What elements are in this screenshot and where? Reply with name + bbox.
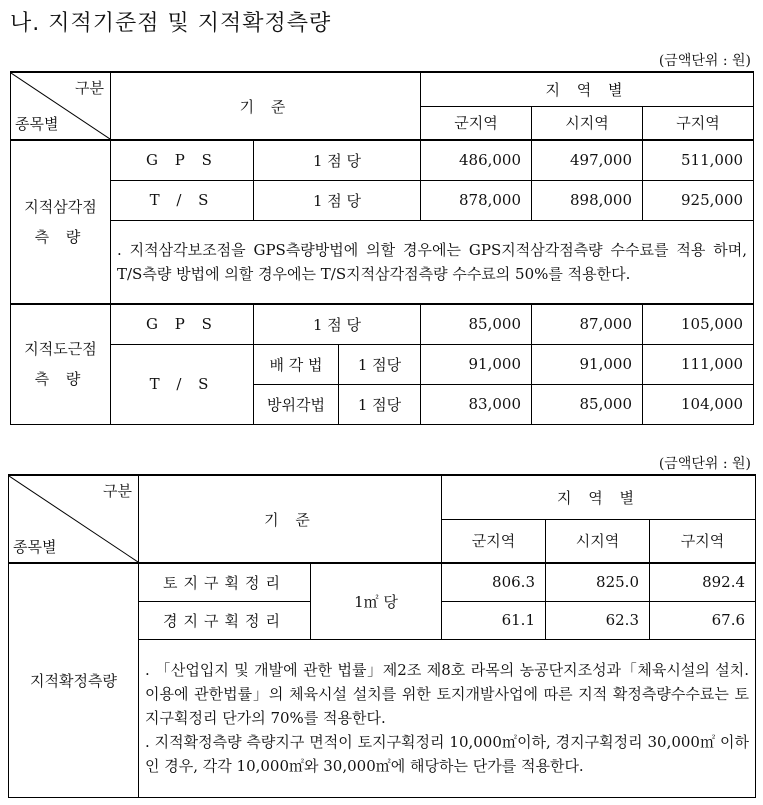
value-cell: 85,000	[532, 384, 643, 424]
unit-cell: 1㎡ 당	[311, 563, 442, 639]
method-cell: T / S	[111, 344, 254, 424]
method-cell: G P S	[111, 304, 254, 344]
value-cell: 486,000	[421, 140, 532, 180]
category-name-sub: 측 량	[34, 370, 87, 389]
unit-cell: 1 점 당	[254, 140, 421, 180]
method-cell: 토지구획정리	[139, 563, 311, 601]
value-cell: 925,000	[643, 180, 754, 220]
currency-unit-note: (금액단위 : 원)	[658, 456, 751, 472]
category-traverse	[11, 304, 111, 424]
value-cell: 104,000	[643, 384, 754, 424]
category-confirm-survey: 지적확정측량	[9, 563, 139, 797]
note-line-2: . 지적확정측량 측량지구 면적이 토지구획정리 10,000㎡이하, 경지구획정리 30,000㎡ 이하인 경우, 각각 10,000㎡와 30,000㎡에 해당하는 단가를 적용한다.	[145, 733, 750, 775]
header-region-si: 시지역	[546, 519, 650, 563]
header-diagonal-cell	[11, 72, 111, 140]
header-region-gu: 구지역	[643, 106, 754, 140]
value-cell: 806.3	[442, 563, 546, 601]
header-region-gu: 구지역	[650, 519, 756, 563]
header-gubun: 구분	[103, 482, 132, 500]
header-region: 지 역 별	[442, 475, 756, 519]
value-cell: 898,000	[532, 180, 643, 220]
header-jongmok: 종목별	[13, 538, 57, 556]
header-gubun: 구분	[75, 79, 104, 97]
value-cell: 511,000	[643, 140, 754, 180]
method-cell: G P S	[111, 140, 254, 180]
value-cell: 111,000	[643, 344, 754, 384]
value-cell: 892.4	[650, 563, 756, 601]
survey-fee-table-1	[10, 71, 754, 425]
header-diagonal-cell	[9, 475, 139, 563]
value-cell: 878,000	[421, 180, 532, 220]
method-cell: T / S	[111, 180, 254, 220]
value-cell: 497,000	[532, 140, 643, 180]
category-name-sub: 측 량	[34, 228, 87, 246]
value-cell: 105,000	[643, 304, 754, 344]
method-cell: 경지구획정리	[139, 601, 311, 639]
submethod-cell: 방위각법	[254, 384, 339, 424]
note-triangulation: . 지적삼각보조점을 GPS측량방법에 의할 경우에는 GPS지적삼각점측량 수수료를 적용 하며, T/S측량 방법에 의할 경우에는 T/S지적삼각점측량 수수료의 50%를 적용한다.	[111, 220, 754, 304]
value-cell: 87,000	[532, 304, 643, 344]
unit-cell: 1 점당	[339, 344, 421, 384]
unit-cell: 1 점 당	[254, 180, 421, 220]
note-confirm-survey	[139, 639, 756, 797]
value-cell: 62.3	[546, 601, 650, 639]
survey-fee-table-2	[8, 474, 756, 798]
currency-unit-note: (금액단위 : 원)	[658, 53, 751, 69]
category-triangulation	[11, 140, 111, 304]
section-title: 나. 지적기준점 및 지적확정측량	[10, 11, 332, 36]
header-jongmok: 종목별	[15, 115, 59, 133]
header-criteria: 기 준	[139, 475, 442, 563]
value-cell: 91,000	[421, 344, 532, 384]
value-cell: 67.6	[650, 601, 756, 639]
value-cell: 85,000	[421, 304, 532, 344]
value-cell: 61.1	[442, 601, 546, 639]
category-name: 지적삼각점	[24, 198, 97, 216]
header-region-si: 시지역	[532, 106, 643, 140]
note-line-1: . 「산업입지 및 개발에 관한 법률」제2조 제8호 라목의 농공단지조성과「체육시설의 설치.이용에 관한법률」의 체육시설 설치를 위한 토지개발사업에 따른 지적 확정측량수수료는 토지구획정리 단가의 70%를 적용한다.	[145, 661, 750, 727]
header-region: 지 역 별	[421, 72, 754, 106]
value-cell: 83,000	[421, 384, 532, 424]
value-cell: 91,000	[532, 344, 643, 384]
unit-cell: 1 점 당	[254, 304, 421, 344]
header-criteria: 기 준	[111, 72, 421, 140]
category-name: 지적도근점	[24, 340, 97, 359]
submethod-cell: 배 각 법	[254, 344, 339, 384]
header-region-gun: 군지역	[421, 106, 532, 140]
unit-cell: 1 점당	[339, 384, 421, 424]
header-region-gun: 군지역	[442, 519, 546, 563]
value-cell: 825.0	[546, 563, 650, 601]
